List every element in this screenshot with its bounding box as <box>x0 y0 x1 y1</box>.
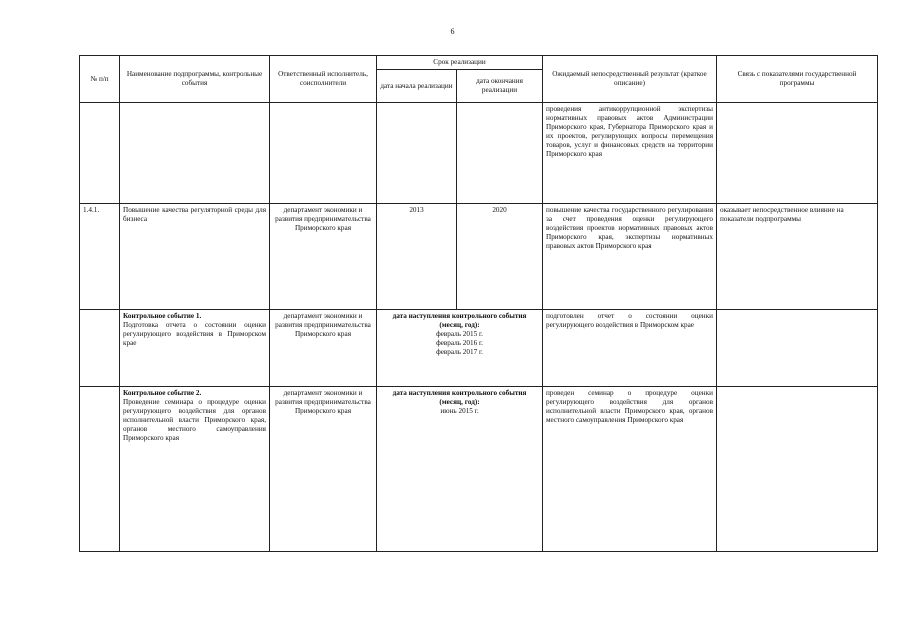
event-date: февраль 2016 г. <box>436 339 483 347</box>
header-link: Связь с показателями государственной программы <box>717 56 878 103</box>
header-responsible: Ответственный исполнитель, соисполнители <box>270 56 377 103</box>
event-title: Контрольное событие 2. <box>123 389 202 397</box>
cell-end <box>457 103 543 204</box>
cell-resp: департамент экономики и развития предпринимательства Приморского края <box>270 204 377 310</box>
cell-name <box>120 387 270 552</box>
subprogram-events-table <box>79 55 878 552</box>
cell-start <box>377 103 457 204</box>
event-date-label: дата наступления контрольного события (месяц, год): <box>392 312 527 329</box>
cell-resp: департамент экономики и развития предпринимательства Приморского края <box>270 387 377 552</box>
cell-link <box>717 103 878 204</box>
cell-event-dates <box>377 387 543 552</box>
header-row-top <box>80 56 878 70</box>
table-row-event-2 <box>80 387 878 552</box>
cell-result: проведен семинар о процедуре оценки регулирующего воздействия для органов исполнительной власти Приморского края, органов местного самоуправления Приморского края <box>543 387 717 552</box>
cell-num <box>80 387 120 552</box>
cell-link <box>717 310 878 387</box>
cell-name <box>120 103 270 204</box>
cell-result: проведения антикоррупционной экспертизы нормативных правовых актов Администрации Приморского края, Губернатора Приморского края и их проектов, регулирующих вопросы перемещения товаров, услуг и финансовых средств на территории Приморского края <box>543 103 717 204</box>
event-title: Контрольное событие 1. <box>123 312 202 320</box>
event-name: Подготовка отчета о состоянии оценки регулирующего воздействия в Приморском крае <box>123 321 266 347</box>
header-number: № п/п <box>80 56 120 103</box>
cell-num: 1.4.1. <box>80 204 120 310</box>
cell-resp: департамент экономики и развития предпринимательства Приморского края <box>270 310 377 387</box>
cell-result: подготовлен отчет о состоянии оценки регулирующего воздействия в Приморском крае <box>543 310 717 387</box>
cell-result: повышение качества государственного регулирования за счет проведения оценки регулирующего воздействия проектов нормативных правовых актов Приморского края, экспертизы нормативных правовых актов Приморского края <box>543 204 717 310</box>
cell-name: Повышение качества регуляторной среды для бизнеса <box>120 204 270 310</box>
table-row-1-4-1 <box>80 204 878 310</box>
cell-event-dates <box>377 310 543 387</box>
header-result: Ожидаемый непосредственный результат (краткое описание) <box>543 56 717 103</box>
cell-num <box>80 103 120 204</box>
event-date-label: дата наступления контрольного события (месяц, год): <box>392 389 527 406</box>
cell-link: оказывает непосредственное влияние на показатели подпрограммы <box>717 204 878 310</box>
cell-start: 2013 <box>377 204 457 310</box>
header-start-date: дата начала реализации <box>377 70 457 103</box>
cell-resp <box>270 103 377 204</box>
table-row-continued <box>80 103 878 204</box>
header-end-date: дата окончания реализации <box>457 70 543 103</box>
event-date: июнь 2015 г. <box>440 407 479 415</box>
cell-link <box>717 387 878 552</box>
event-date: февраль 2017 г. <box>436 348 483 356</box>
event-name: Проведение семинара о процедуре оценки регулирующего воздействия для органов исполнительной власти Приморского края, органов местного самоуправления Приморского края <box>123 398 266 442</box>
header-name: Наименование подпрограммы, контрольные события <box>120 56 270 103</box>
cell-num <box>80 310 120 387</box>
table-row-event-1 <box>80 310 878 387</box>
cell-name <box>120 310 270 387</box>
page-number: 6 <box>450 27 455 36</box>
header-period: Срок реализации <box>377 56 543 70</box>
event-date: февраль 2015 г. <box>436 330 483 338</box>
cell-end: 2020 <box>457 204 543 310</box>
